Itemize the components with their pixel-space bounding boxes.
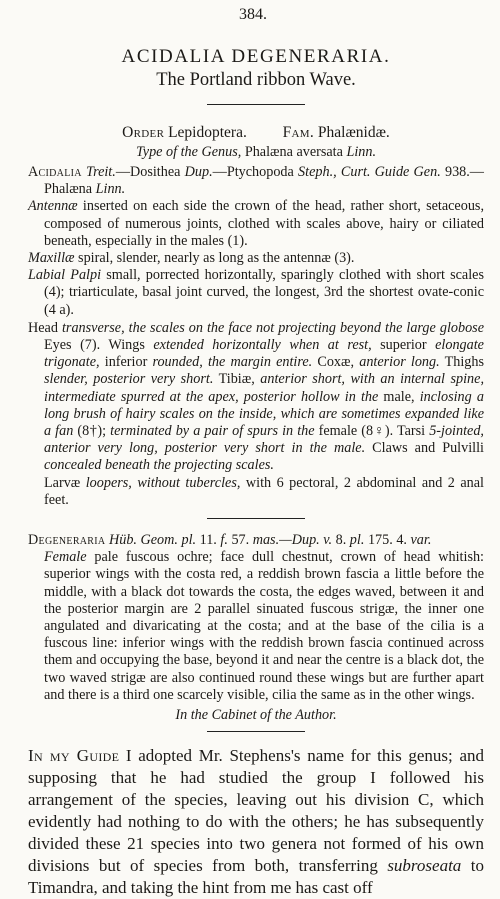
divider-2: [207, 518, 305, 519]
page-title: ACIDALIA DEGENERARIA.: [121, 46, 391, 67]
divider: [207, 104, 305, 105]
species-name: Degeneraria: [28, 532, 106, 549]
commentary: [28, 745, 484, 899]
page-subtitle: The Portland ribbon Wave.: [156, 70, 356, 90]
female-label: Female: [44, 549, 87, 566]
head-description: Head transverse, the scales on the face not projecting beyond the large globose Eyes (7). Wings extended horizontally when at rest, superior elongate trigonate, inferior rounded, the margin entire. Coxæ, anterior long. Thighs slender, posterior very short. Tibiæ, anterior short, with an internal spine, intermediate spurred at the apex, posterior hollow in the male, inclosing a long brush of hairy scales on the inside, which are sometimes expanded like a fan (8†); terminated by a pair of spurs in the female (8♀). Tarsi 5-jointed, anterior very long, posterior very short in the male. Claws and Pulvilli concealed beneath the projecting scales.: [28, 319, 484, 474]
syn-3-text: 938.—Phalæna: [44, 164, 484, 198]
maxillae-text: [28, 250, 484, 267]
family-label: Fam.: [282, 124, 315, 141]
palpi-desc: small, porrected horizontally, sparingly clothed with short scales (4); triarticulate, basal joint curved, the longest, 3rd the shortest ovate-conic (4 a).: [44, 267, 484, 318]
genus-synonymy: [28, 164, 484, 198]
type-name: Phalæna aversata: [244, 144, 343, 160]
antennae-text: [28, 198, 484, 250]
species-section: [28, 532, 484, 704]
genus-name: Acidalia: [28, 164, 82, 180]
palpi-text: [28, 267, 484, 319]
head-section: [28, 320, 484, 509]
commentary-lead: In my Guide: [28, 746, 120, 766]
antennae-term: Antennæ: [28, 198, 78, 215]
syn-3-author: Steph., Curt. Guide Gen.: [298, 164, 441, 180]
type-line: [28, 144, 484, 161]
divider-3: [207, 731, 305, 732]
larvae-description: Larvæ loopers, without tubercles, with 6 pectoral, 2 abdominal and 2 anal feet.: [44, 474, 484, 508]
maxillae-desc: spiral, slender, nearly as long as the antennæ (3).: [74, 250, 355, 267]
species-description: Degeneraria Hüb. Geom. pl. 11. f. 57. mas.—Dup. v. 8. pl. 175. 4. var. Female pale fuscous ochre; face dull chestnut, crown of head whitish: superior wings with the costa red, a reddish brown fascia a little before the middle, with a black dot towards the costa, the edges waved, between it and the posterior margin are 2 parallel sinuated fuscous strigæ, the inner one angulated and divaricating at the costa; and at the base of the cilia is a fuscous line: inferior wings with the reddish brown fascia continued across them and occupying the base, beyond it and near the centre is a black dot, the two waved strigæ are also continued round these wings but are further apart and there is a third one scarcely visible, cilia the same as in the other wings.: [28, 532, 484, 703]
type-author: Linn.: [346, 144, 377, 160]
syn-2-text: —Ptychopoda: [212, 164, 299, 180]
syn-1-text: —Dosithea: [115, 164, 185, 180]
genus-section: [28, 164, 484, 319]
syn-1-author: Treit.: [81, 164, 116, 180]
maxillae-term: Maxillæ: [28, 250, 75, 267]
page-number: 384.: [239, 6, 267, 23]
palpi-term: Labial Palpi: [28, 267, 102, 284]
species-desc: pale fuscous ochre; face dull chestnut, crown of head whitish: superior wings with the costa red, a reddish brown fascia a little before the middle, with a black dot towards the costa, the edges waved, between it and the posterior margin are 2 parallel sinuated fuscous strigæ, the inner one angulated and divaricating at the costa; and at the base of the cilia is a fuscous line: inferior wings with the reddish brown fascia continued across them and occupying the base, beyond it and near the centre is a black dot, the two waved strigæ are also continued round these wings but are further apart and there is a third one scarcely visible, cilia the same as in the other wings.: [44, 549, 484, 703]
syn-2-author: Dup.: [184, 164, 213, 180]
antennae-desc: inserted on each side the crown of the head, rather short, setaceous, composed of numerous joints, clothed with scales above, hairy or ciliated beneath, especially in the males (1).: [44, 198, 484, 249]
cabinet-note: In the Cabinet of the Author.: [175, 707, 337, 724]
syn-4-author: Linn.: [95, 181, 126, 198]
order-line: [28, 124, 484, 142]
commentary-paragraph: In my Guide I adopted Mr. Stephens's name for this genus; and supposing that he had studied the group I followed his arrangement of the species, leaving out his division C, which evidently had nothing to do with the others; he has subsequently divided these 21 species into two genera not formed of his own divisions but of species from both, transferring subroseata to Timandra, and taking the hint from me has cast off: [28, 746, 484, 898]
family-value: Phalænidæ.: [317, 124, 390, 141]
order-value: Lepidoptera.: [168, 124, 247, 141]
order-label: Order: [122, 124, 165, 141]
type-prefix: Type of the Genus,: [135, 144, 242, 160]
